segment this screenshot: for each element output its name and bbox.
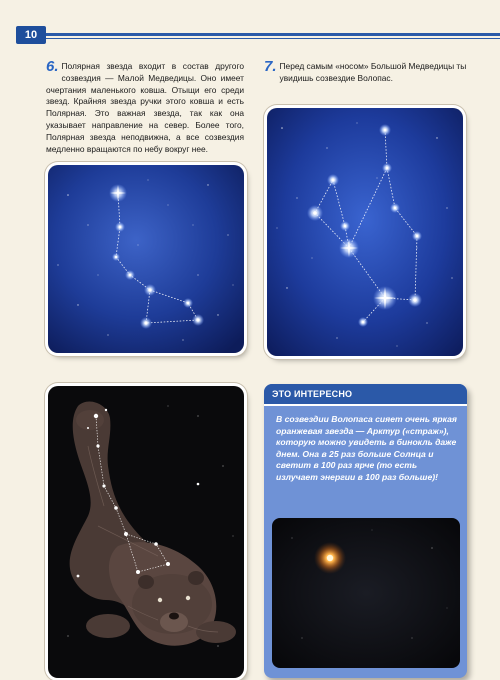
interesting-fact-title: ЭТО ИНТЕРЕСНО <box>264 384 467 406</box>
interesting-fact-box <box>264 384 467 678</box>
bootes-image <box>267 108 463 356</box>
section-7-text: Перед самым «носом» Большой Медведицы ты увидишь созвездие Волопас. <box>279 61 467 83</box>
arcturus-photo <box>272 518 460 668</box>
interesting-fact-text: В созвездии Волопаса сияет очень яркая оранжевая звезда — Арктур («страж»), которую можно увидеть в бинокль даже днем. Она в 25 раз больше Солнца и светит в 100 раз ярче (то есть излучает энергии в 100 раз больше)! <box>276 414 457 482</box>
little-dipper-image <box>48 165 244 353</box>
little-bear-illustration <box>48 386 244 678</box>
section-7-number: 7. <box>264 58 277 75</box>
section-6-text: Полярная звезда входит в состав другого созвездия — Малой Медведицы. Оно имеет очертания маленького ковша. Отыщи его среди звезд. Крайняя звезда ручки этого ковша и есть Полярная. Это важная звезда, так как она указывает направление на север. Более того, Полярная звезда неподвижна, а все созвездия медленно вращаются по небу вокруг нее. <box>46 61 244 154</box>
page-number: 10 <box>16 26 46 44</box>
header-rule-thin <box>46 38 500 39</box>
section-7 <box>264 58 468 85</box>
section-6-number: 6. <box>46 58 59 75</box>
header-rule <box>46 33 500 36</box>
section-6 <box>46 58 244 155</box>
